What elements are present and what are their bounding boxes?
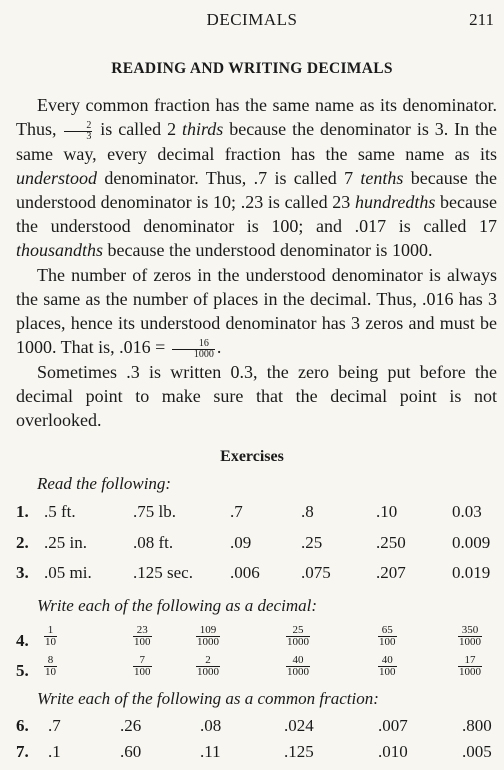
exercise-item: .08 <box>200 716 222 735</box>
exercise-item: .250 <box>376 533 406 552</box>
row-number: 4. <box>16 631 29 650</box>
row-number: 3. <box>16 563 29 582</box>
p1-text-7: because the understood denominator is 1000. <box>103 240 433 261</box>
fraction-item <box>286 655 310 678</box>
fraction-item <box>133 655 152 678</box>
exercise-row-4 <box>0 624 504 654</box>
exercise-item: .800 <box>462 716 492 735</box>
fraction-numerator: 7 <box>133 655 152 667</box>
exercise-item: .1 <box>48 742 61 761</box>
exercise-row-1 <box>0 502 504 528</box>
exercise-item: .125 sec. <box>133 563 193 582</box>
p1-italic-thirds: thirds <box>181 119 224 140</box>
fraction-numerator: 40 <box>286 655 310 667</box>
fraction-denominator: 1000 <box>459 666 481 678</box>
exercise-item: .11 <box>200 742 221 761</box>
fraction-denominator: 3 <box>86 130 92 142</box>
instruction-common-fraction: Write each of the following as a common fraction: <box>37 689 379 708</box>
exercise-item: 0.009 <box>452 533 491 552</box>
exercise-item: .005 <box>462 742 492 761</box>
exercise-item: .007 <box>378 716 408 735</box>
exercise-row-6 <box>0 716 504 742</box>
fraction-denominator: 100 <box>134 636 151 648</box>
p1-text-6: because the understood denominator is 100; and .017 is called 17 <box>16 191 497 237</box>
paragraph-3: Sometimes .3 is written 0.3, the zero being put before the decimal point to make sure that the decimal point is not overlooked. <box>16 361 497 430</box>
p1-italic-understood: understood <box>16 167 97 188</box>
exercise-item: .60 <box>120 742 142 761</box>
section-title: READING AND WRITING DECIMALS <box>111 60 393 77</box>
page-number: 211 <box>469 10 494 29</box>
exercise-item: 0.03 <box>452 502 482 521</box>
fraction-item <box>44 655 57 678</box>
fraction-denominator: 1000 <box>287 666 309 678</box>
paragraph-1 <box>16 93 497 263</box>
fraction-numerator: 8 <box>44 655 57 667</box>
exercise-item: .075 <box>301 563 331 582</box>
p1-italic-tenths: tenths <box>360 167 404 188</box>
fraction-16-1000 <box>172 339 215 360</box>
fraction-item <box>196 625 220 648</box>
instruction-decimal: Write each of the following as a decimal: <box>37 596 317 615</box>
row-number: 1. <box>16 502 29 521</box>
fraction-numerator: 2 <box>64 121 92 132</box>
fraction-numerator: 65 <box>378 625 397 637</box>
exercise-row-3 <box>0 563 504 589</box>
fraction-item <box>458 655 482 678</box>
row-number: 2. <box>16 533 29 552</box>
p1-italic-thousandths: thousandths <box>16 240 104 261</box>
fraction-denominator: 100 <box>379 636 396 648</box>
exercise-item: .8 <box>301 502 314 521</box>
p2-text-2: . <box>216 337 222 358</box>
exercise-item: .125 <box>284 742 314 761</box>
fraction-item <box>458 625 482 648</box>
exercise-item: .024 <box>284 716 314 735</box>
fraction-item <box>196 655 220 678</box>
fraction-numerator: 350 <box>458 625 482 637</box>
row-number: 5. <box>16 661 29 680</box>
exercise-item: .7 <box>48 716 61 735</box>
fraction-denominator: 100 <box>379 666 396 678</box>
exercise-item: .09 <box>230 533 252 552</box>
exercise-item: .010 <box>378 742 408 761</box>
page-header <box>0 10 504 34</box>
fraction-denominator: 1000 <box>459 636 481 648</box>
fraction-denominator: 1000 <box>197 636 219 648</box>
exercise-item: 0.019 <box>452 563 491 582</box>
p2-text-1: The number of zeros in the understood denominator is always the same as the number of places in the decimal. Thus, .016 has 3 places, hence its understood denominator has 3 zeros and must be 1000. That is, .016 = <box>16 264 497 358</box>
p1-text-2: is called 2 <box>94 119 182 140</box>
exercise-item: .08 ft. <box>133 533 174 552</box>
body-text <box>16 93 497 432</box>
exercise-item: .26 <box>120 716 142 735</box>
fraction-numerator: 17 <box>458 655 482 667</box>
fraction-numerator: 1 <box>44 625 57 637</box>
fraction-denominator: 10 <box>45 666 56 678</box>
fraction-denominator: 1000 <box>287 636 309 648</box>
fraction-item <box>286 625 310 648</box>
fraction-numerator: 25 <box>286 625 310 637</box>
fraction-numerator: 16 <box>172 339 215 350</box>
exercise-item: .25 <box>301 533 323 552</box>
fraction-numerator: 40 <box>378 655 397 667</box>
exercise-item: .207 <box>376 563 406 582</box>
p1-text-4: denominator. Thus, .7 is called 7 <box>97 167 361 188</box>
exercise-item: .25 in. <box>44 533 87 552</box>
exercise-item: .006 <box>230 563 260 582</box>
row-number: 6. <box>16 716 29 735</box>
exercises-title: Exercises <box>220 448 284 465</box>
exercise-item: .05 mi. <box>44 563 92 582</box>
exercise-item: .5 ft. <box>44 502 76 521</box>
fraction-denominator: 10 <box>45 636 56 648</box>
row-number: 7. <box>16 742 29 761</box>
exercise-item: .10 <box>376 502 398 521</box>
fraction-numerator: 2 <box>196 655 220 667</box>
exercise-row-2 <box>0 533 504 559</box>
p1-text-3: because the denominator is 3. In the same way, every decimal fraction has the same name as its <box>16 119 498 164</box>
fraction-two-thirds <box>64 121 92 142</box>
p1-text-5: because the understood denominator is 10; .23 is called 23 <box>16 167 498 212</box>
fraction-numerator: 109 <box>196 625 220 637</box>
fraction-numerator: 23 <box>133 625 152 637</box>
fraction-item <box>378 625 397 648</box>
exercise-row-7 <box>0 742 504 768</box>
exercise-item: .7 <box>230 502 243 521</box>
p1-text-1: Every common fraction has the same name as its denominator. Thus, <box>16 95 497 140</box>
fraction-item <box>133 625 152 648</box>
exercise-row-5 <box>0 654 504 684</box>
fraction-item <box>44 625 57 648</box>
fraction-denominator: 1000 <box>193 348 214 360</box>
fraction-item <box>378 655 397 678</box>
p1-italic-hundredths: hundredths <box>355 191 436 212</box>
paragraph-2 <box>16 263 497 360</box>
exercise-item: .75 lb. <box>133 502 176 521</box>
instruction-read: Read the following: <box>37 474 172 493</box>
running-title: DECIMALS <box>206 10 298 29</box>
fraction-denominator: 1000 <box>197 666 219 678</box>
fraction-denominator: 100 <box>134 666 151 678</box>
